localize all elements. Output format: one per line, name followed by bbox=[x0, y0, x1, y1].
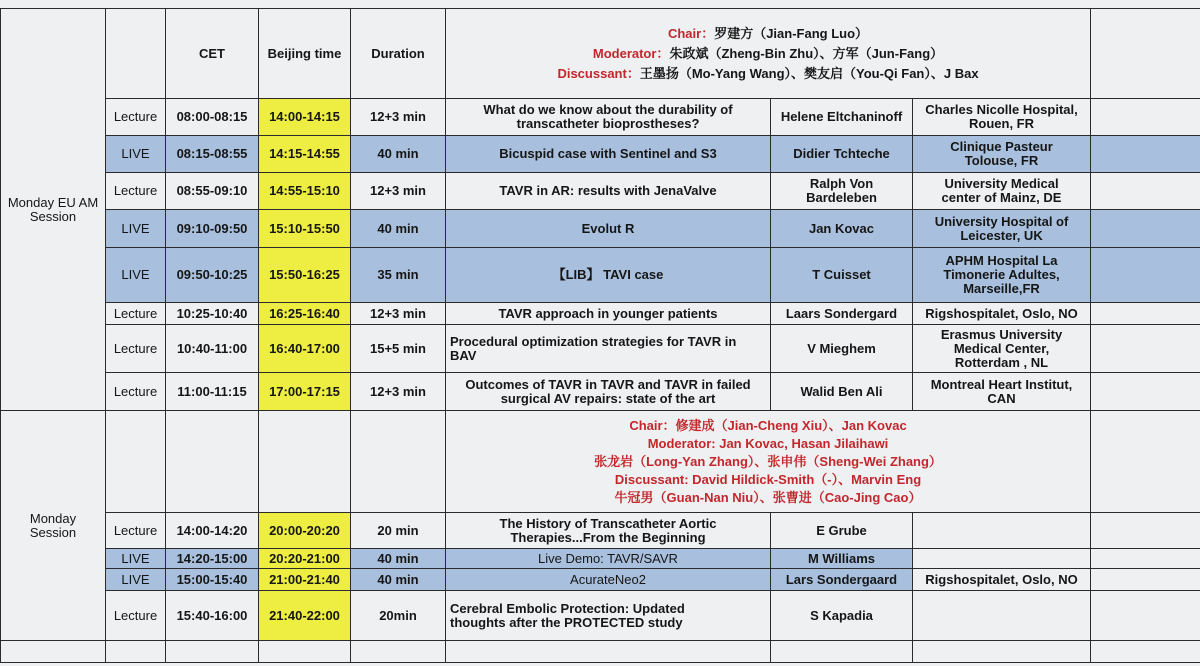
cet-time-cell: 15:40-16:00 bbox=[166, 591, 259, 641]
talk-type-cell: Lecture bbox=[106, 513, 166, 549]
talk-title-cell: Evolut R bbox=[446, 210, 771, 248]
moderator-label: Moderator： bbox=[592, 45, 670, 61]
talk-type-cell: Lecture bbox=[106, 591, 166, 641]
empty-cell bbox=[1091, 411, 1200, 513]
empty-cell bbox=[1091, 173, 1200, 210]
speaker-cell: Walid Ben Ali bbox=[771, 373, 913, 411]
cet-time-cell: 10:25-10:40 bbox=[166, 303, 259, 325]
talk-type-cell: LIVE bbox=[106, 248, 166, 303]
empty-cell bbox=[106, 411, 166, 513]
talk-title-cell: TAVR in AR: results with JenaValve bbox=[446, 173, 771, 210]
speaker-cell: Laars Sondergard bbox=[771, 303, 913, 325]
cet-time-cell: 09:50-10:25 bbox=[166, 248, 259, 303]
schedule-row bbox=[1, 373, 1200, 411]
schedule-row bbox=[1, 325, 1200, 373]
empty-cell bbox=[106, 9, 166, 99]
session-label: Monday Session bbox=[1, 411, 106, 641]
empty-cell bbox=[351, 641, 446, 663]
talk-title-cell: TAVR approach in younger patients bbox=[446, 303, 771, 325]
institution-cell: APHM Hospital La Timonerie Adultes, Marseille,FR bbox=[913, 248, 1091, 303]
empty-cell bbox=[1091, 569, 1200, 591]
empty-cell bbox=[1, 641, 106, 663]
talk-type-cell: Lecture bbox=[106, 303, 166, 325]
duration-cell: 20min bbox=[351, 591, 446, 641]
speaker-cell: Didier Tchteche bbox=[771, 136, 913, 173]
institution-cell: Rigshospitalet, Oslo, NO bbox=[913, 569, 1091, 591]
beijing-time-cell: 16:40-17:00 bbox=[259, 325, 351, 373]
talk-title-cell: Cerebral Embolic Protection: Updated thoughts after the PROTECTED study bbox=[446, 591, 771, 641]
speaker-cell: M Williams bbox=[771, 549, 913, 569]
speaker-cell: Lars Sondergaard bbox=[771, 569, 913, 591]
duration-cell: 15+5 min bbox=[351, 325, 446, 373]
cet-time-cell: 11:00-11:15 bbox=[166, 373, 259, 411]
schedule-row bbox=[1, 248, 1200, 303]
talk-type-cell: Lecture bbox=[106, 173, 166, 210]
talk-title-cell: Outcomes of TAVR in TAVR and TAVR in failed surgical AV repairs: state of the art bbox=[446, 373, 771, 411]
institution-cell: Rigshospitalet, Oslo, NO bbox=[913, 303, 1091, 325]
cet-header: CET bbox=[166, 9, 259, 99]
empty-cell bbox=[106, 641, 166, 663]
empty-cell bbox=[1091, 549, 1200, 569]
duration-cell: 12+3 min bbox=[351, 303, 446, 325]
empty-cell bbox=[351, 411, 446, 513]
discussant-line bbox=[450, 64, 1086, 84]
beijing-time-cell: 14:55-15:10 bbox=[259, 173, 351, 210]
beijing-time-cell: 14:15-14:55 bbox=[259, 136, 351, 173]
speaker-cell: V Mieghem bbox=[771, 325, 913, 373]
empty-cell bbox=[1091, 591, 1200, 641]
discussant-line: 牛冠男（Guan-Nan Niu）、张曹进（Cao-Jing Cao） bbox=[614, 489, 922, 505]
duration-cell: 12+3 min bbox=[351, 373, 446, 411]
talk-type-cell: LIVE bbox=[106, 569, 166, 591]
empty-cell bbox=[1091, 136, 1200, 173]
talk-title-cell: Live Demo: TAVR/SAVR bbox=[446, 549, 771, 569]
schedule-row bbox=[1, 99, 1200, 136]
beijing-time-cell: 20:00-20:20 bbox=[259, 513, 351, 549]
institution-cell bbox=[913, 513, 1091, 549]
session-header-row bbox=[1, 411, 1200, 513]
institution-cell: Charles Nicolle Hospital, Rouen, FR bbox=[913, 99, 1091, 136]
duration-cell: 35 min bbox=[351, 248, 446, 303]
talk-type-cell: LIVE bbox=[106, 549, 166, 569]
talk-type-cell: LIVE bbox=[106, 136, 166, 173]
empty-cell bbox=[1091, 373, 1200, 411]
schedule-table bbox=[0, 8, 1200, 663]
empty-cell bbox=[771, 641, 913, 663]
beijing-time-cell: 20:20-21:00 bbox=[259, 549, 351, 569]
chair-line bbox=[450, 24, 1086, 44]
talk-title-cell: The History of Transcatheter Aortic Therapies...From the Beginning bbox=[446, 513, 771, 549]
cet-time-cell: 09:10-09:50 bbox=[166, 210, 259, 248]
beijing-time-cell: 14:00-14:15 bbox=[259, 99, 351, 136]
speaker-cell: S Kapadia bbox=[771, 591, 913, 641]
cet-time-cell: 08:55-09:10 bbox=[166, 173, 259, 210]
institution-cell: University Medical center of Mainz, DE bbox=[913, 173, 1091, 210]
chair-label: Chair： bbox=[667, 25, 715, 41]
beijing-time-cell: 21:00-21:40 bbox=[259, 569, 351, 591]
empty-cell bbox=[446, 641, 771, 663]
cet-time-cell: 14:20-15:00 bbox=[166, 549, 259, 569]
cet-time-cell: 14:00-14:20 bbox=[166, 513, 259, 549]
schedule-row bbox=[1, 210, 1200, 248]
moderator-line: Moderator: Jan Kovac, Hasan Jilaihawi bbox=[647, 435, 889, 451]
talk-title-cell: Procedural optimization strategies for TAVR in BAV bbox=[446, 325, 771, 373]
duration-header: Duration bbox=[351, 9, 446, 99]
cet-time-cell: 15:00-15:40 bbox=[166, 569, 259, 591]
institution-cell: University Hospital of Leicester, UK bbox=[913, 210, 1091, 248]
schedule-row bbox=[1, 549, 1200, 569]
empty-cell bbox=[1091, 9, 1200, 99]
empty-cell bbox=[1091, 513, 1200, 549]
institution-cell: Clinique Pasteur Tolouse, FR bbox=[913, 136, 1091, 173]
empty-cell bbox=[1091, 99, 1200, 136]
beijing-time-cell: 17:00-17:15 bbox=[259, 373, 351, 411]
cet-time-cell: 08:00-08:15 bbox=[166, 99, 259, 136]
chair-names: 罗建方（Jian-Fang Luo） bbox=[714, 25, 869, 41]
empty-cell bbox=[259, 411, 351, 513]
empty-row bbox=[1, 641, 1200, 663]
discussant-names: 王墨扬（Mo-Yang Wang）、樊友启（You-Qi Fan）、J Bax bbox=[639, 65, 979, 81]
chair-panel bbox=[446, 9, 1091, 99]
duration-cell: 12+3 min bbox=[351, 99, 446, 136]
duration-cell: 40 min bbox=[351, 549, 446, 569]
empty-cell bbox=[1091, 641, 1200, 663]
empty-cell bbox=[1091, 210, 1200, 248]
empty-cell bbox=[913, 641, 1091, 663]
session-label: Monday EU AM Session bbox=[1, 9, 106, 411]
schedule-row bbox=[1, 513, 1200, 549]
speaker-cell: Ralph Von Bardeleben bbox=[771, 173, 913, 210]
empty-cell bbox=[166, 411, 259, 513]
cet-time-cell: 10:40-11:00 bbox=[166, 325, 259, 373]
beijing-time-cell: 16:25-16:40 bbox=[259, 303, 351, 325]
talk-type-cell: Lecture bbox=[106, 373, 166, 411]
speaker-cell: Helene Eltchaninoff bbox=[771, 99, 913, 136]
institution-cell: Erasmus University Medical Center, Rotterdam , NL bbox=[913, 325, 1091, 373]
talk-title-cell: AcurateNeo2 bbox=[446, 569, 771, 591]
duration-cell: 40 min bbox=[351, 136, 446, 173]
session-header-row bbox=[1, 9, 1200, 99]
speaker-cell: T Cuisset bbox=[771, 248, 913, 303]
speaker-cell: Jan Kovac bbox=[771, 210, 913, 248]
schedule-row bbox=[1, 569, 1200, 591]
schedule-row bbox=[1, 303, 1200, 325]
schedule-row bbox=[1, 591, 1200, 641]
institution-cell bbox=[913, 591, 1091, 641]
moderator-line: 张龙岩（Long-Yan Zhang）、张申伟（Sheng-Wei Zhang） bbox=[594, 453, 942, 469]
empty-cell bbox=[1091, 303, 1200, 325]
duration-cell: 40 min bbox=[351, 210, 446, 248]
talk-type-cell: Lecture bbox=[106, 325, 166, 373]
duration-cell: 12+3 min bbox=[351, 173, 446, 210]
chair-panel bbox=[446, 411, 1091, 513]
talk-title-cell: What do we know about the durability of transcatheter bioprostheses? bbox=[446, 99, 771, 136]
beijing-time-cell: 15:10-15:50 bbox=[259, 210, 351, 248]
empty-cell bbox=[259, 641, 351, 663]
moderator-names: 朱政斌（Zheng-Bin Zhu）、方军（Jun-Fang） bbox=[669, 45, 944, 61]
chair-line: Chair：修建成（Jian-Cheng Xiu）、Jan Kovac bbox=[629, 417, 907, 433]
schedule-row bbox=[1, 173, 1200, 210]
duration-cell: 40 min bbox=[351, 569, 446, 591]
cet-time-cell: 08:15-08:55 bbox=[166, 136, 259, 173]
talk-type-cell: LIVE bbox=[106, 210, 166, 248]
empty-cell bbox=[1091, 325, 1200, 373]
duration-cell: 20 min bbox=[351, 513, 446, 549]
talk-title-cell: 【LIB】 TAVI case bbox=[446, 248, 771, 303]
moderator-line bbox=[450, 44, 1086, 64]
institution-cell bbox=[913, 549, 1091, 569]
talk-title-cell: Bicuspid case with Sentinel and S3 bbox=[446, 136, 771, 173]
schedule-row bbox=[1, 136, 1200, 173]
institution-cell: Montreal Heart Institut, CAN bbox=[913, 373, 1091, 411]
empty-cell bbox=[1091, 248, 1200, 303]
beijing-time-cell: 21:40-22:00 bbox=[259, 591, 351, 641]
speaker-cell: E Grube bbox=[771, 513, 913, 549]
beijing-time-cell: 15:50-16:25 bbox=[259, 248, 351, 303]
discussant-line: Discussant: David Hildick-Smith（-）、Marvin Eng bbox=[614, 471, 922, 487]
discussant-label: Discussant： bbox=[557, 65, 640, 81]
talk-type-cell: Lecture bbox=[106, 99, 166, 136]
beijing-time-header: Beijing time bbox=[259, 9, 351, 99]
empty-cell bbox=[166, 641, 259, 663]
